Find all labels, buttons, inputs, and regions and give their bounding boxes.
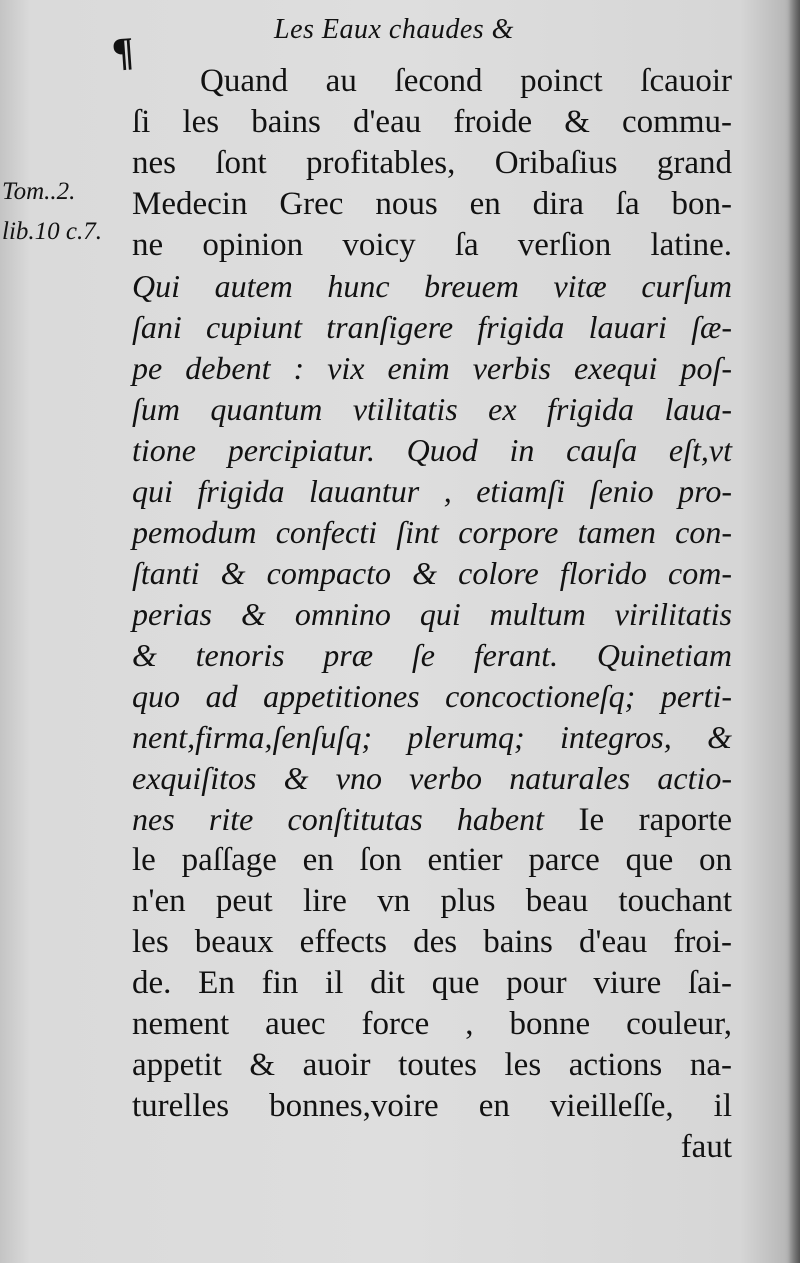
folio-mark: ¶ bbox=[110, 28, 136, 75]
text-line: qui frigida lauantur , etiamſi ſenio pro- bbox=[132, 473, 732, 509]
text-line: ſi les bains d'eau froide & commu- bbox=[132, 104, 732, 140]
text-line: ſum quantum vtilitatis ex frigida laua- bbox=[132, 391, 732, 427]
text-line-mixed bbox=[132, 799, 732, 840]
text-line: & tenoris præ ſe ferant. Quinetiam bbox=[132, 637, 732, 673]
catchword: faut bbox=[680, 1129, 732, 1165]
text-line: pe debent : vix enim verbis exequi poſ- bbox=[132, 350, 732, 386]
margin-note-line: Tom..2. bbox=[2, 178, 76, 205]
text-line: ſtanti & compacto & colore florido com- bbox=[132, 555, 732, 591]
text-segment-roman: Ie raporte bbox=[578, 802, 733, 838]
text-line: exquiſitos & vno verbo naturales actio- bbox=[132, 760, 732, 796]
text-line: turelles bonnes,voire en vieilleſſe, il bbox=[132, 1088, 732, 1124]
text-line: de. En fin il dit que pour viure ſai- bbox=[132, 965, 732, 1001]
text-line: ne opinion voicy ſa verſion latine. bbox=[132, 227, 732, 263]
margin-note bbox=[2, 172, 102, 252]
text-line: n'en peut lire vn plus beau touchant bbox=[132, 883, 732, 919]
text-line: pemodum confecti ſint corpore tamen con- bbox=[132, 514, 732, 550]
page-edge-shadow bbox=[788, 0, 800, 1263]
text-line: quo ad appetitiones concoctioneſq; perti- bbox=[132, 678, 732, 714]
text-segment-italic: nes rite conſtitutas habent bbox=[132, 801, 544, 837]
text-line: nes ſont profitables, Oribaſius grand bbox=[132, 145, 732, 181]
text-line: perias & omnino qui multum virilitatis bbox=[132, 596, 732, 632]
margin-note-line: lib.10 c.7. bbox=[2, 218, 102, 245]
text-line: appetit & auoir toutes les actions na- bbox=[132, 1047, 732, 1083]
text-line: nement auec force , bonne couleur, bbox=[132, 1006, 732, 1042]
text-line: tione percipiatur. Quod in cauſa eſt,vt bbox=[132, 432, 732, 468]
text-block bbox=[132, 61, 732, 1168]
text-line: Quand au ſecond poinct ſcauoir bbox=[200, 63, 732, 99]
running-head: Les Eaux chaudes & bbox=[274, 14, 514, 45]
text-line: Medecin Grec nous en dira ſa bon- bbox=[132, 186, 732, 222]
text-line: Qui autem hunc breuem vitæ curſum bbox=[132, 268, 732, 304]
text-line: les beaux effects des bains d'eau froi- bbox=[132, 924, 732, 960]
text-line: ſani cupiunt tranſigere frigida lauari ſæ- bbox=[132, 309, 732, 345]
text-line: le paſſage en ſon entier parce que on bbox=[132, 842, 732, 878]
text-line: nent,firma,ſenſuſq; plerumq; integros, & bbox=[132, 719, 732, 755]
